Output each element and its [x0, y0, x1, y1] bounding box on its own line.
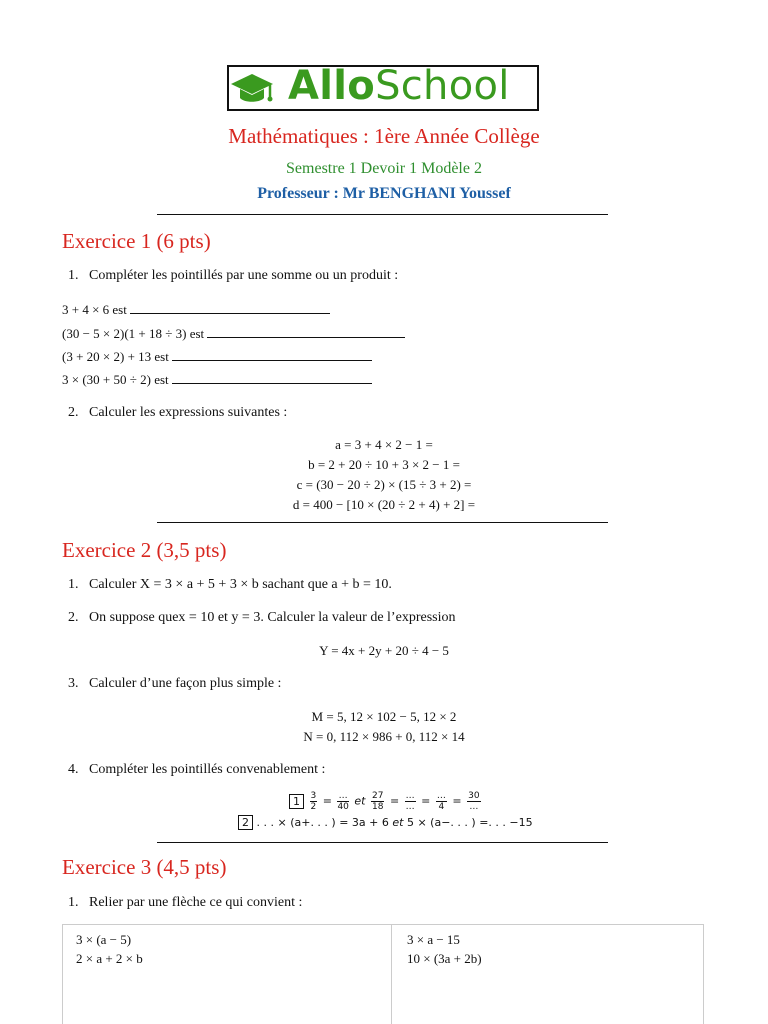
fraction: $\frac{\dots}{\dots}$ — [405, 791, 415, 812]
expression-n: N = 0, 112 × 986 + 0, 112 × 14 — [303, 729, 465, 744]
expression-a: a = 3 + 4 × 2 − 1 = — [335, 437, 433, 452]
ex2-q3-number: 3. — [68, 676, 79, 691]
item-number-box: 2 — [238, 815, 253, 830]
fill-line — [62, 302, 330, 318]
answer-blank[interactable] — [172, 350, 372, 361]
header-divider — [157, 214, 608, 215]
fraction-equation-line — [289, 791, 483, 812]
factorization-part-1: . . . × (a+. . . ) = 3a + 6 — [256, 816, 389, 829]
exercise3-heading: Exercice 3 (4,5 pts) — [62, 855, 227, 879]
logo-wordmark — [288, 63, 510, 109]
ex2-q4-number: 4. — [68, 762, 79, 777]
ex2-q3-text: Calculer d’une façon plus simple : — [89, 676, 282, 691]
right-cell-item[interactable]: 3 × a − 15 — [407, 932, 460, 947]
answer-blank[interactable] — [172, 373, 372, 384]
ex1-q2-number: 2. — [68, 405, 79, 420]
fill-line — [62, 326, 405, 342]
ex2-q1-number: 1. — [68, 577, 79, 592]
exercise1-heading: Exercice 1 (6 pts) — [62, 229, 211, 253]
document-subtitle: Semestre 1 Devoir 1 Modèle 2 — [286, 160, 482, 177]
left-cell-item[interactable]: 2 × a + 2 × b — [76, 951, 143, 966]
section-divider — [157, 522, 608, 523]
expression-b: b = 2 + 20 ÷ 10 + 3 × 2 − 1 = — [308, 457, 460, 472]
factorization-line — [238, 815, 533, 830]
fraction: $\frac{27}{18}$ — [372, 791, 384, 812]
fill-line — [62, 349, 372, 365]
et-word: et — [392, 816, 404, 829]
logo-bold-text: Allo — [288, 63, 376, 109]
ex3-q1-number: 1. — [68, 895, 79, 910]
document-title: Mathématiques : 1ère Année Collège — [228, 124, 540, 148]
fraction: $\frac{3}{2}$ — [310, 791, 317, 812]
expression-y: Y = 4x + 2y + 20 ÷ 4 − 5 — [319, 643, 449, 658]
expression-m: M = 5, 12 × 102 − 5, 12 × 2 — [311, 709, 457, 724]
fraction: $\frac{\dots}{40}$ — [337, 791, 349, 812]
section-divider — [157, 842, 608, 843]
fill-line-expr: (30 − 5 × 2)(1 + 18 ÷ 3) est — [62, 326, 205, 341]
fraction: $\frac{30}{\dots}$ — [468, 791, 480, 812]
et-word: et — [354, 794, 366, 808]
ex1-q1-text: Compléter les pointillés par une somme ou un produit : — [89, 268, 399, 283]
graduation-cap-icon — [230, 72, 274, 106]
equals-sign: = — [322, 794, 332, 808]
item-number-box: 1 — [289, 794, 304, 809]
answer-blank[interactable] — [130, 303, 330, 314]
ex2-q4-text: Compléter les pointillés convenablement : — [89, 762, 326, 777]
expression-c: c = (30 − 20 ÷ 2) × (15 ÷ 3 + 2) = — [296, 477, 472, 492]
expression-d: d = 400 − [10 × (20 ÷ 2 + 4) + 2] = — [292, 497, 476, 512]
ex1-q2-text: Calculer les expressions suivantes : — [89, 405, 288, 420]
ex1-q1-number: 1. — [68, 268, 79, 283]
matching-table — [62, 924, 704, 1024]
exercise2-heading: Exercice 2 (3,5 pts) — [62, 538, 227, 562]
equals-sign: = — [452, 794, 462, 808]
fraction: $\frac{\dots}{4}$ — [436, 791, 446, 812]
answer-blank[interactable] — [207, 327, 405, 338]
left-cell-item[interactable]: 3 × (a − 5) — [76, 932, 132, 947]
fill-line-expr: (3 + 20 × 2) + 13 est — [62, 349, 169, 364]
fill-line-expr: 3 + 4 × 6 est — [62, 302, 127, 317]
matching-table-divider — [391, 924, 392, 1024]
ex2-q2-text: On suppose quex = 10 et y = 3. Calculer la valeur de l’expression — [89, 610, 456, 625]
right-cell-item[interactable]: 10 × (3a + 2b) — [407, 951, 482, 966]
ex2-q1-text: Calculer X = 3 × a + 5 + 3 × b sachant que a + b = 10. — [89, 577, 392, 592]
equals-sign: = — [421, 794, 431, 808]
professor-line: Professeur : Mr BENGHANI Youssef — [257, 185, 511, 202]
fill-line — [62, 372, 372, 388]
logo-regular-text: School — [375, 63, 510, 109]
equals-sign: = — [389, 794, 400, 808]
fill-line-expr: 3 × (30 + 50 ÷ 2) est — [62, 372, 169, 387]
ex3-q1-text: Relier par une flèche ce qui convient : — [89, 895, 303, 910]
factorization-part-2: 5 × (a−. . . ) =. . . −15 — [406, 816, 533, 829]
ex2-q2-number: 2. — [68, 610, 79, 625]
